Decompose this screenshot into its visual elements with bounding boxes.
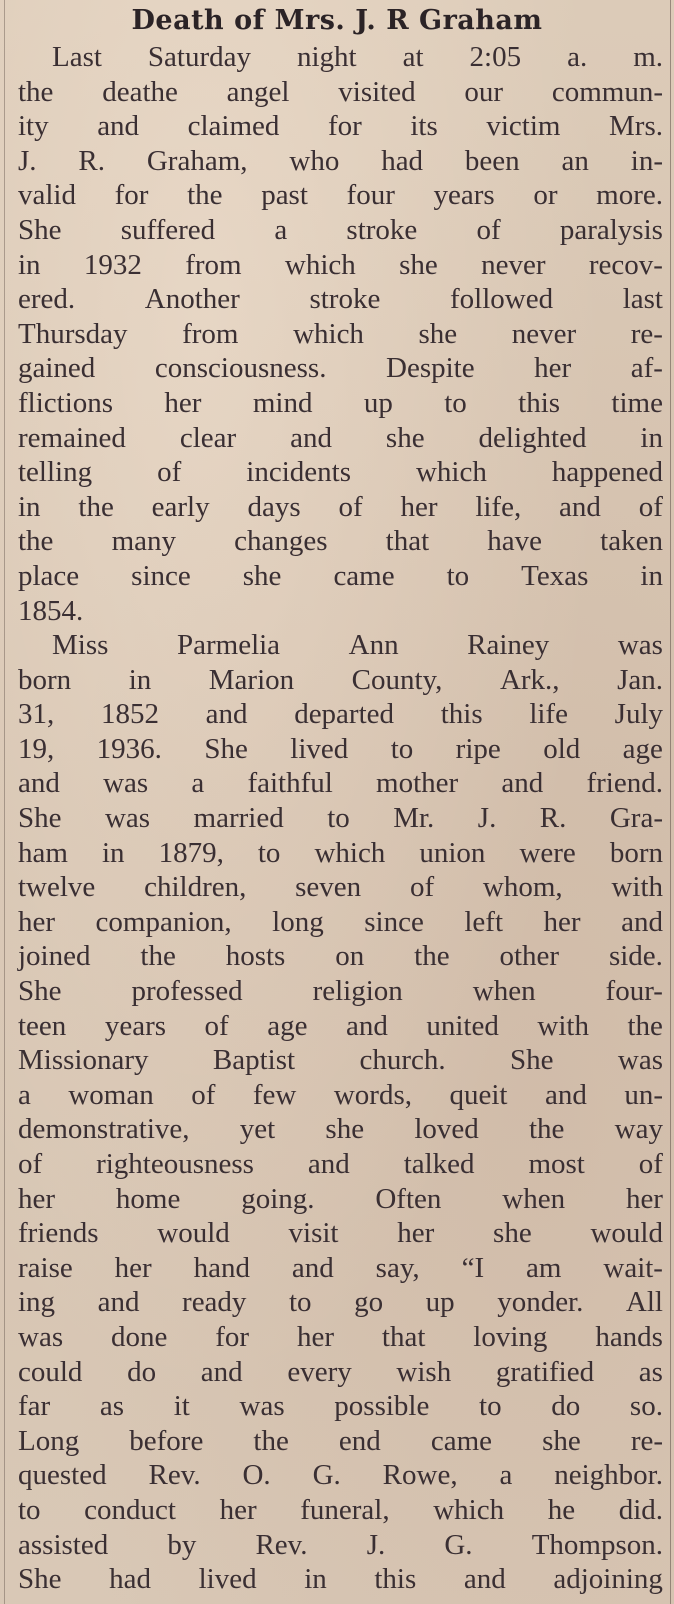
article-line: her companion, long since left her and: [18, 905, 663, 938]
article-line: of righteousness and talked most of: [18, 1148, 663, 1180]
article-line: Miss Parmelia Ann Rainey was: [52, 629, 663, 662]
article-line: in the early days of her life, and of: [18, 490, 663, 523]
article-line: flictions her mind up to this time: [18, 386, 663, 419]
article-line: valid for the past four years or more.: [18, 179, 663, 212]
article-line: quested Rev. O. G. Rowe, a neighbor.: [18, 1459, 663, 1492]
article-line: far as it was possible to do so.: [18, 1390, 663, 1423]
article-line: born in Marion County, Ark., Jan.: [18, 663, 663, 696]
article-line: the deathe angel visited our commun-: [18, 75, 663, 108]
article-line: Last Saturday night at 2:05 a. m.: [52, 41, 663, 73]
article-line: her home going. Often when her: [18, 1182, 663, 1215]
article-line: place since she came to Texas in: [18, 559, 663, 592]
article-line: joined the hosts on the other side.: [18, 940, 663, 973]
article-line: to conduct her funeral, which he did.: [18, 1493, 663, 1526]
article-line: ham in 1879, to which union were born: [18, 836, 663, 869]
article-line: gained consciousness. Despite her af-: [18, 352, 663, 385]
column-rule-right: [670, 0, 671, 1604]
article-line: teen years of age and united with the: [18, 1009, 663, 1042]
article-line: twelve children, seven of whom, with: [18, 871, 663, 904]
article-line: a woman of few words, queit and un-: [18, 1078, 663, 1111]
article-line: telling of incidents which happened: [18, 456, 663, 489]
article-line: 1854.: [18, 594, 84, 627]
article-line: 19, 1936. She lived to ripe old age: [18, 732, 663, 765]
article-line: ing and ready to go up yonder. All: [18, 1286, 663, 1319]
article-body: [18, 40, 663, 1597]
article-line: could do and every wish gratified as: [18, 1355, 663, 1388]
article-line: friends would visit her she would: [18, 1217, 663, 1250]
article-line: Long before the end came she re-: [18, 1424, 663, 1457]
article-line: She had lived in this and adjoining: [18, 1563, 663, 1596]
article-line: J. R. Graham, who had been an in-: [18, 144, 663, 177]
article-line: demonstrative, yet she loved the way: [18, 1113, 663, 1146]
article-line: She was married to Mr. J. R. Gra-: [18, 802, 663, 835]
article-line: She suffered a stroke of paralysis: [18, 213, 663, 246]
article-line: raise her hand and say, “I am wait-: [18, 1251, 663, 1284]
article-line: assisted by Rev. J. G. Thompson.: [18, 1528, 663, 1561]
article-line: and was a faithful mother and friend.: [18, 767, 663, 800]
article-line: She professed religion when four-: [18, 975, 663, 1008]
article-line: the many changes that have taken: [18, 525, 663, 558]
article-line: Thursday from which she never re-: [18, 317, 663, 350]
article-headline: Death of Mrs. J. R Graham: [131, 5, 543, 36]
column-rule-left: [4, 0, 5, 1604]
article-line: was done for her that loving hands: [18, 1320, 663, 1353]
article-line: remained clear and she delighted in: [18, 421, 663, 454]
article-line: 31, 1852 and departed this life July: [18, 698, 663, 731]
article-line: Missionary Baptist church. She was: [18, 1044, 663, 1077]
article-line: ity and claimed for its victim Mrs.: [18, 110, 663, 143]
article-line: in 1932 from which she never recov-: [18, 248, 663, 281]
article-line: ered. Another stroke followed last: [18, 283, 663, 316]
